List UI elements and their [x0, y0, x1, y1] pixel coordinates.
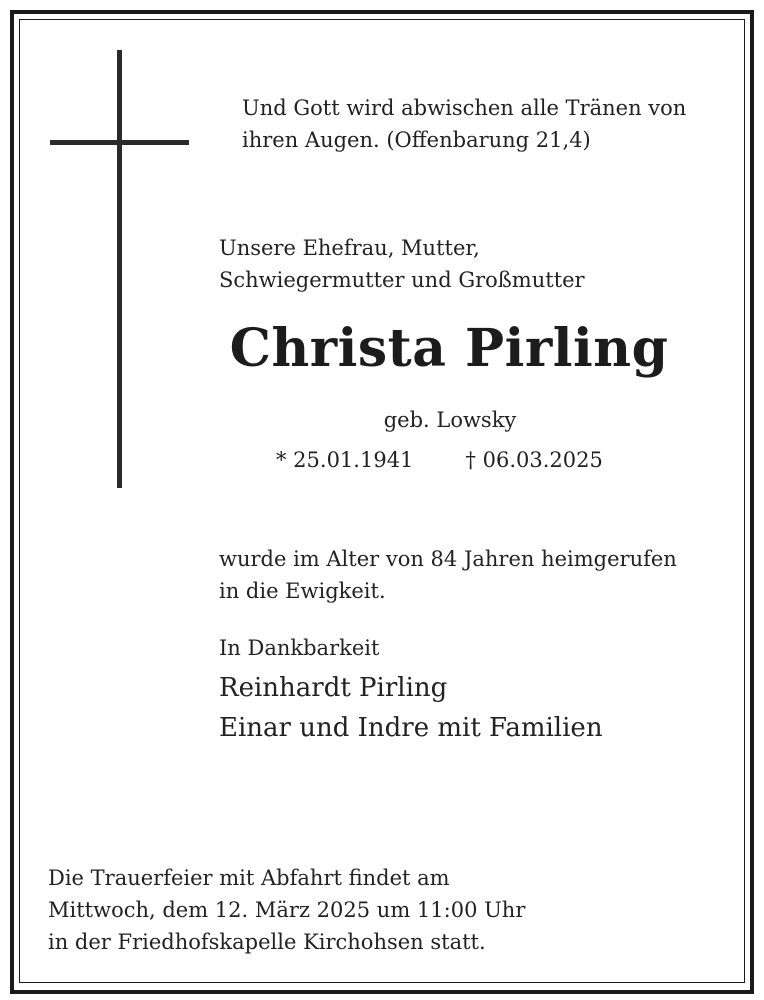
intro-text — [219, 232, 585, 296]
death-date: † 06.03.2025 — [465, 448, 603, 472]
thanks-text: In Dankbarkeit — [219, 636, 380, 660]
inner-border — [19, 19, 745, 983]
birth-date: * 25.01.1941 — [276, 448, 414, 472]
message-line-2: in die Ewigkeit. — [219, 579, 386, 603]
message-text — [219, 543, 677, 607]
intro-line-2: Schwiegermutter und Großmutter — [219, 268, 585, 292]
family-line-1: Reinhardt Pirling — [219, 673, 448, 703]
funeral-line-3: in der Friedhofskapelle Kirchohsen statt. — [48, 930, 486, 954]
family-line-2: Einar und Indre mit Familien — [219, 713, 603, 743]
bible-verse-line-2: ihren Augen. (Offenbarung 21,4) — [242, 128, 591, 152]
cross-horizontal-bar — [50, 140, 189, 145]
birth-name: geb. Lowsky — [383, 408, 517, 432]
message-line-1: wurde im Alter von 84 Jahren heimgerufen — [219, 547, 677, 571]
life-dates — [276, 444, 603, 476]
bible-verse — [242, 92, 686, 156]
family-names — [219, 668, 603, 748]
funeral-line-2: Mittwoch, dem 12. März 2025 um 11:00 Uhr — [48, 898, 526, 922]
funeral-info — [48, 862, 525, 958]
bible-verse-line-1: Und Gott wird abwischen alle Tränen von — [242, 96, 687, 120]
intro-line-1: Unsere Ehefrau, Mutter, — [219, 236, 480, 260]
deceased-name: Christa Pirling — [229, 318, 669, 379]
funeral-line-1: Die Trauerfeier mit Abfahrt findet am — [48, 866, 450, 890]
